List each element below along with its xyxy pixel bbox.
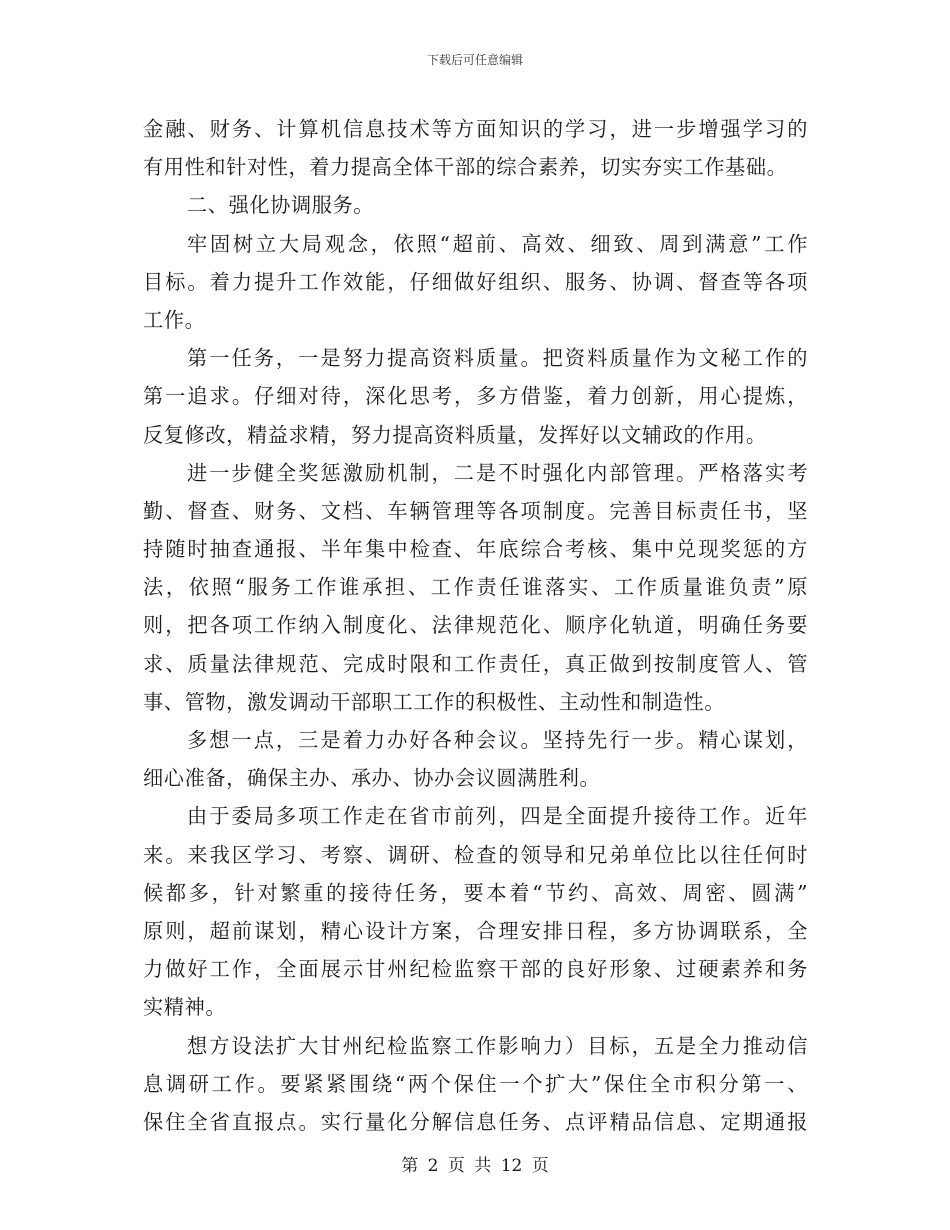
text-line: 第一追求。仔细对待，深化思考，多方借鉴，着力创新，用心提炼，	[143, 384, 808, 409]
text-line: 细心准备，确保主办、承办、协办会议圆满胜利。	[143, 766, 601, 791]
header-note: 下载后可任意编辑	[426, 53, 523, 67]
text-line: 法，依照“服务工作谁承担、工作责任谁落实、工作质量谁负责”原	[143, 575, 808, 600]
text-line: 持随时抽查通报、半年集中检查、年底综合考核、集中兑现奖惩的方	[143, 537, 808, 562]
text-line: 二、强化协调服务。	[187, 193, 375, 218]
document-body	[143, 110, 808, 1141]
text-line: 目标。着力提升工作效能，仔细做好组织、服务、协调、督查等各项	[143, 269, 808, 294]
text-line: 勤、督查、财务、文档、车辆管理等各项制度。完善目标责任书，坚	[143, 498, 808, 523]
text-line: 想方设法扩大甘州纪检监察工作影响力）目标，五是全力推动信	[187, 1033, 808, 1058]
text-line: 保住全省直报点。实行量化分解信息任务、点评精品信息、定期通报	[143, 1109, 808, 1134]
text-line: 工作。	[143, 307, 206, 332]
page-footer: 第 2 页 共 12 页	[401, 1156, 549, 1176]
text-line: 多想一点，三是着力办好各种会议。坚持先行一步。精心谋划，	[187, 728, 808, 752]
text-line: 实精神。	[143, 995, 227, 1020]
text-line: 原则，超前谋划，精心设计方案，合理安排日程，多方协调联系，全	[143, 918, 808, 943]
text-line: 则，把各项工作纳入制度化、法律规范化、顺序化轨道，明确任务要	[143, 613, 808, 638]
text-line: 力做好工作，全面展示甘州纪检监察干部的良好形象、过硬素养和务	[143, 957, 808, 982]
text-line: 由于委局多项工作走在省市前列，四是全面提升接待工作。近年	[187, 804, 808, 829]
text-line: 息调研工作。要紧紧围绕“两个保住一个扩大”保住全市积分第一、	[143, 1071, 808, 1096]
text-line: 事、管物，激发调动干部职工工作的积极性、主动性和制造性。	[143, 689, 726, 714]
text-line: 求、质量法律规范、完成时限和工作责任，真正做到按制度管人、管	[143, 651, 808, 676]
text-line: 进一步健全奖惩激励机制，二是不时强化内部管理。严格落实考	[187, 460, 808, 485]
text-line: 第一任务，一是努力提高资料质量。把资料质量作为文秘工作的	[187, 346, 808, 371]
text-line: 来。来我区学习、考察、调研、检查的领导和兄弟单位比以往任何时	[143, 842, 808, 867]
text-line: 牢固树立大局观念，依照“超前、高效、细致、周到满意”工作	[187, 231, 808, 256]
text-line: 有用性和针对性，着力提高全体干部的综合素养，切实夯实工作基础。	[143, 155, 788, 180]
text-line: 反复修改，精益求精，努力提高资料质量，发挥好以文辅政的作用。	[143, 422, 767, 447]
text-line: 金融、财务、计算机信息技术等方面知识的学习，进一步增强学习的	[143, 117, 808, 141]
text-line: 候都多，针对繁重的接待任务，要本着“节约、高效、周密、圆满”	[143, 880, 808, 905]
